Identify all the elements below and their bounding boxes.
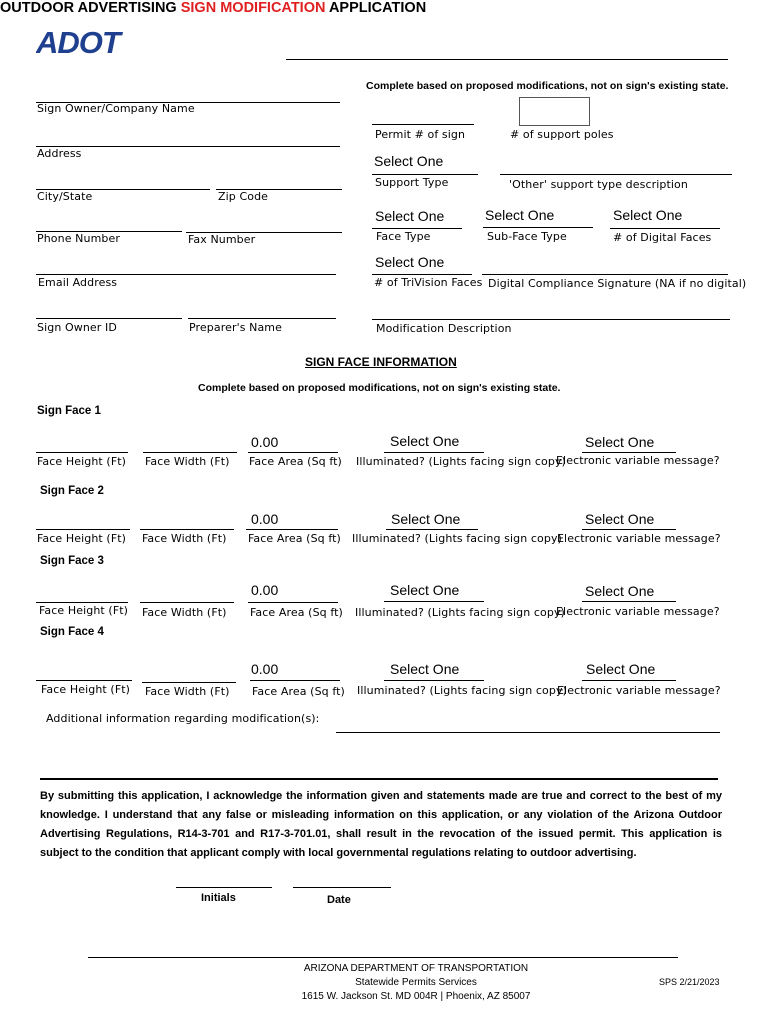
face-3-illuminated-select[interactable]: Select One <box>390 582 460 598</box>
sign-face-note: Complete based on proposed modifications, not on sign's existing state. <box>198 382 561 394</box>
preparer-field[interactable] <box>188 318 336 319</box>
face-4-electronic-underline <box>582 680 676 681</box>
form-title: OUTDOOR ADVERTISING SIGN MODIFICATION APPLICATION <box>0 0 427 16</box>
face-1-illuminated-underline <box>384 452 484 453</box>
support-type-underline <box>372 174 478 175</box>
digital-faces-select[interactable]: Select One <box>613 207 683 223</box>
digital-faces-label: # of Digital Faces <box>613 231 712 244</box>
city-state-label: City/State <box>37 190 93 203</box>
adot-logo <box>36 28 166 56</box>
form-id: SPS 2/21/2023 <box>659 977 720 987</box>
digital-faces-underline <box>610 228 720 229</box>
face-1-width-field[interactable] <box>143 452 237 453</box>
acknowledgement-statement: By submitting this application, I acknowledge the information given and statements made are true and correct to the best of my knowledge. I understand that any false or misleading information on this application, or any violation of the Arizona Outdoor Advertising Regulations, R14-3-701 and R17-3-701.01, shall result in the revocation of the issued permit. This application is subject to the condition that applicant comply with local governmental regulations relating to outdoor advertising. <box>40 790 722 859</box>
face-1-width-label: Face Width (Ft) <box>145 455 230 468</box>
support-type-label: Support Type <box>375 176 449 189</box>
title-underline <box>286 59 728 60</box>
sign-face-2-title: Sign Face 2 <box>40 485 104 497</box>
permit-label: Permit # of sign <box>375 128 466 141</box>
face-1-illuminated-label: Illuminated? (Lights facing sign copy) <box>356 455 566 468</box>
address-label: Address <box>37 147 82 160</box>
owner-id-label: Sign Owner ID <box>37 321 117 334</box>
digital-compliance-field[interactable] <box>482 274 728 275</box>
face-4-illuminated-label: Illuminated? (Lights facing sign copy) <box>357 684 567 697</box>
support-poles-input[interactable] <box>519 97 590 126</box>
footer-office: Statewide Permits Services <box>355 977 477 988</box>
trivision-select[interactable]: Select One <box>375 254 445 270</box>
face-3-area-underline <box>248 602 338 603</box>
face-2-width-label: Face Width (Ft) <box>142 532 227 545</box>
mod-description-label: Modification Description <box>376 322 512 335</box>
preparer-label: Preparer's Name <box>189 321 282 334</box>
face-3-height-field[interactable] <box>36 602 128 603</box>
support-poles-label: # of support poles <box>510 128 614 141</box>
top-note: Complete based on proposed modifications, not on sign's existing state. <box>366 80 729 92</box>
face-3-width-label: Face Width (Ft) <box>142 606 227 619</box>
face-1-electronic-label: Electronic variable message? <box>556 454 720 467</box>
email-label: Email Address <box>38 276 118 289</box>
face-1-area-label: Face Area (Sq ft) <box>249 455 342 468</box>
subface-type-select[interactable]: Select One <box>485 207 555 223</box>
statement-separator <box>40 778 718 780</box>
face-4-area-value[interactable]: 0.00 <box>251 661 279 677</box>
initials-label: Initials <box>201 892 236 904</box>
face-1-height-field[interactable] <box>36 452 128 453</box>
face-type-select[interactable]: Select One <box>375 208 445 224</box>
footer-department: ARIZONA DEPARTMENT OF TRANSPORTATION <box>303 963 529 974</box>
subface-type-underline <box>483 227 593 228</box>
face-type-label: Face Type <box>376 230 431 243</box>
face-4-illuminated-select[interactable]: Select One <box>390 661 460 677</box>
face-3-area-value[interactable]: 0.00 <box>251 582 279 598</box>
face-2-illuminated-underline <box>386 529 478 530</box>
face-2-width-field[interactable] <box>140 529 234 530</box>
trivision-underline <box>372 274 472 275</box>
date-field[interactable] <box>293 887 391 888</box>
sign-face-3-title: Sign Face 3 <box>40 555 104 567</box>
face-2-electronic-select[interactable]: Select One <box>585 511 655 527</box>
owner-id-field[interactable] <box>36 318 182 319</box>
face-2-height-label: Face Height (Ft) <box>37 532 127 545</box>
face-1-illuminated-select[interactable]: Select One <box>390 433 460 449</box>
email-field[interactable] <box>36 274 336 275</box>
initials-field[interactable] <box>176 887 272 888</box>
sign-face-4-title: Sign Face 4 <box>40 626 104 638</box>
trivision-label: # of TriVision Faces <box>374 276 483 289</box>
face-3-electronic-label: Electronic variable message? <box>556 605 720 618</box>
face-3-electronic-select[interactable]: Select One <box>585 583 655 599</box>
face-4-illuminated-underline <box>384 680 484 681</box>
subface-type-label: Sub-Face Type <box>487 230 567 243</box>
company-name-label: Sign Owner/Company Name <box>37 102 195 115</box>
zip-code-label: Zip Code <box>218 190 269 203</box>
face-1-electronic-underline <box>582 452 676 453</box>
svg-text:ADOT: ADOT <box>36 28 120 56</box>
face-type-underline <box>372 228 462 229</box>
digital-compliance-label: Digital Compliance Signature (NA if no digital) <box>488 277 747 290</box>
other-support-field[interactable] <box>500 174 732 175</box>
face-2-area-underline <box>246 529 338 530</box>
face-3-illuminated-underline <box>384 601 484 602</box>
additional-info-field[interactable] <box>336 732 720 733</box>
face-3-electronic-underline <box>582 601 676 602</box>
phone-label: Phone Number <box>37 232 120 245</box>
footer-address: 1615 W. Jackson St. MD 004R | Phoenix, AZ 85007 <box>301 991 531 1002</box>
face-4-area-underline <box>250 680 340 681</box>
face-2-area-label: Face Area (Sq ft) <box>248 532 341 545</box>
fax-label: Fax Number <box>188 233 256 246</box>
date-label: Date <box>327 894 351 906</box>
face-4-height-label: Face Height (Ft) <box>41 683 131 696</box>
additional-info-label: Additional information regarding modification(s): <box>46 712 320 725</box>
footer-rule <box>88 957 678 958</box>
face-2-area-value[interactable]: 0.00 <box>251 511 279 527</box>
face-1-height-label: Face Height (Ft) <box>37 455 127 468</box>
face-3-width-field[interactable] <box>140 602 234 603</box>
face-1-area-value[interactable]: 0.00 <box>251 434 279 450</box>
face-1-electronic-select[interactable]: Select One <box>585 434 655 450</box>
other-support-label: 'Other' support type description <box>509 178 688 191</box>
face-3-height-label: Face Height (Ft) <box>39 604 129 617</box>
support-type-select[interactable]: Select One <box>374 153 444 169</box>
permit-field[interactable] <box>372 124 474 125</box>
face-1-area-underline <box>248 452 338 453</box>
face-3-illuminated-label: Illuminated? (Lights facing sign copy) <box>355 606 565 619</box>
sign-face-1-title: Sign Face 1 <box>37 405 101 417</box>
face-3-area-label: Face Area (Sq ft) <box>250 606 343 619</box>
face-2-electronic-underline <box>582 529 676 530</box>
face-4-electronic-select[interactable]: Select One <box>586 661 656 677</box>
mod-description-field[interactable] <box>372 319 730 320</box>
face-2-illuminated-label: Illuminated? (Lights facing sign copy) <box>352 532 562 545</box>
face-2-illuminated-select[interactable]: Select One <box>391 511 461 527</box>
face-4-electronic-label: Electronic variable message? <box>557 684 721 697</box>
face-4-area-label: Face Area (Sq ft) <box>252 685 345 698</box>
face-4-width-field[interactable] <box>142 682 236 683</box>
face-4-height-field[interactable] <box>36 680 132 681</box>
face-4-width-label: Face Width (Ft) <box>145 685 230 698</box>
face-2-height-field[interactable] <box>36 529 130 530</box>
sign-face-heading: SIGN FACE INFORMATION <box>305 355 457 369</box>
face-2-electronic-label: Electronic variable message? <box>557 532 721 545</box>
